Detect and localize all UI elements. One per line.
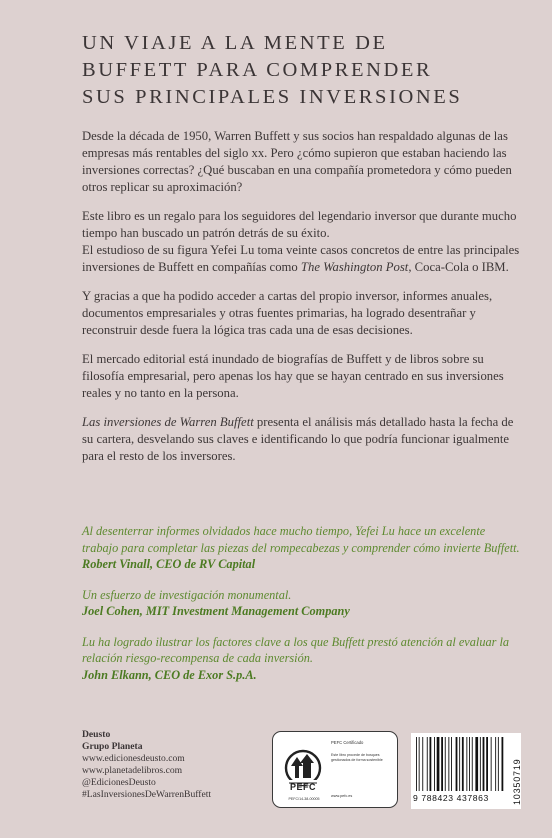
barcode-bar (491, 737, 492, 791)
paragraph-3-start: El estudioso de su figura Yefei Lu toma veinte casos concretos de entre las principales inversiones de Buffett en compañías como (82, 243, 520, 274)
headline (82, 30, 522, 111)
endorsements (82, 523, 522, 697)
barcode-bar (441, 737, 443, 791)
barcode-bar (462, 737, 464, 791)
publisher-info (82, 729, 282, 801)
barcode-bar (448, 737, 449, 791)
pefc-label: PEFC (289, 782, 316, 792)
publisher-name: Deusto (82, 729, 111, 740)
barcode-bar (459, 737, 460, 791)
synopsis (82, 128, 522, 477)
publisher-social-handle[interactable]: @EdicionesDeusto (82, 777, 156, 788)
pefc-certified-text: PEFC Certificado (331, 740, 364, 745)
product-code: 10350719 (512, 758, 522, 805)
barcode-bar (495, 737, 496, 791)
synopsis-paragraph-4: Y gracias a que ha podido acceder a cartas del propio inversor, informes anuales, documentos empresariales y otras fuentes primarias, ha logrado desentrañar y reconstruir desde fuera la lógica tras cada una de esas decisiones. (82, 289, 493, 337)
pefc-details (331, 740, 393, 798)
synopsis-paragraph-6 (82, 414, 522, 465)
barcode-bar (427, 737, 428, 791)
endorsement-text: Al desenterrar informes olvidados hace mucho tiempo, Yefei Lu hace un excelente trabajo para completar las piezas del rompecabezas y comprender cómo invierte Buffett. (82, 524, 520, 555)
book-title: Las inversiones de Warren Buffett (82, 415, 254, 429)
synopsis-paragraph-2: Este libro es un regalo para los seguidores del legendario inversor que durante mucho tiempo han buscado un patrón detrás de su éxito. (82, 209, 517, 240)
pefc-url: www.pefc.es (331, 794, 353, 798)
barcode-bar (466, 737, 467, 791)
endorsement (82, 523, 522, 573)
barcode-bar (498, 737, 499, 791)
publisher-group: Grupo Planeta (82, 741, 143, 752)
barcode-bar (451, 737, 452, 791)
endorsement (82, 634, 522, 684)
synopsis-paragraph-5: El mercado editorial está inundado de biografías de Buffett y de libros sobre su filosofía empresarial, pero apenas los hay que se hayan centrado en sus inversiones reales y no tanto en la persona. (82, 352, 504, 400)
barcode-bar (480, 737, 481, 791)
endorsement-text: Un esfuerzo de investigación monumental. (82, 587, 292, 602)
barcode-bar (456, 737, 458, 791)
publisher-website-2[interactable]: www.planetadelibros.com (82, 765, 183, 776)
publisher-website-1[interactable]: www.edicionesdeusto.com (82, 753, 185, 764)
endorsement-author: Robert Vinall, CEO de RV Capital (82, 557, 256, 571)
publisher-hashtag: #LasInversionesDeWarrenBuffett (82, 789, 212, 800)
synopsis-paragraph-1: Desde la década de 1950, Warren Buffett y sus socios han respaldado algunas de las empresas más rentables del siglo xx. Pero ¿cómo supieron que estaban haciendo las inversiones correctas? ¿Qué buscaban en una compañía prometedora y cómo pueden otros replicar su aproximación? (82, 129, 512, 194)
barcode-bar (419, 737, 420, 791)
endorsement-text: Lu ha logrado ilustrar los factores clave a los que Buffett prestó atención al evaluar la relación riesgo-recompensa de cada inversión. (82, 634, 510, 665)
endorsement-author: John Elkann, CEO de Exor S.p.A. (82, 667, 257, 682)
pefc-certification-box (272, 731, 398, 808)
barcode-digits: 9 788423 437863 (413, 793, 489, 803)
endorsement (82, 587, 522, 620)
barcode-bar (416, 737, 417, 791)
barcode-bars (415, 737, 505, 793)
pefc-code: PEFC/14-38-00005 (288, 797, 320, 801)
paragraph-3-end: , Coca-Cola o IBM. (408, 260, 509, 274)
barcode-bar (437, 737, 440, 791)
barcode-bar (469, 737, 470, 791)
barcode-bar (445, 737, 446, 791)
barcode-bar (430, 737, 432, 791)
barcode-bar (472, 737, 473, 791)
isbn-barcode (411, 733, 521, 809)
synopsis-paragraph-3 (82, 242, 522, 276)
barcode-bar (486, 737, 488, 791)
barcode-bar (422, 737, 423, 791)
newspaper-title: The Washington Post (300, 260, 409, 274)
barcode-bar (502, 737, 504, 791)
barcode-bar (475, 737, 478, 791)
headline-line-2: BUFFETT PARA COMPRENDER (82, 59, 433, 81)
barcode-bar (483, 737, 485, 791)
headline-line-3: SUS PRINCIPALES INVERSIONES (82, 86, 463, 108)
endorsement-author: Joel Cohen, MIT Investment Management Company (82, 604, 350, 618)
headline-line-1: UN VIAJE A LA MENTE DE (82, 32, 388, 54)
paragraph-6-end: presenta el análisis más detallado hasta la fecha de su cartera, desvelando sus claves e identificando lo que podría funcionar igualmente para el resto de los inversores. (82, 415, 514, 463)
barcode-bar (434, 737, 435, 791)
pefc-description: Este libro procede de bosques gestionados de forma sostenible (331, 753, 383, 762)
